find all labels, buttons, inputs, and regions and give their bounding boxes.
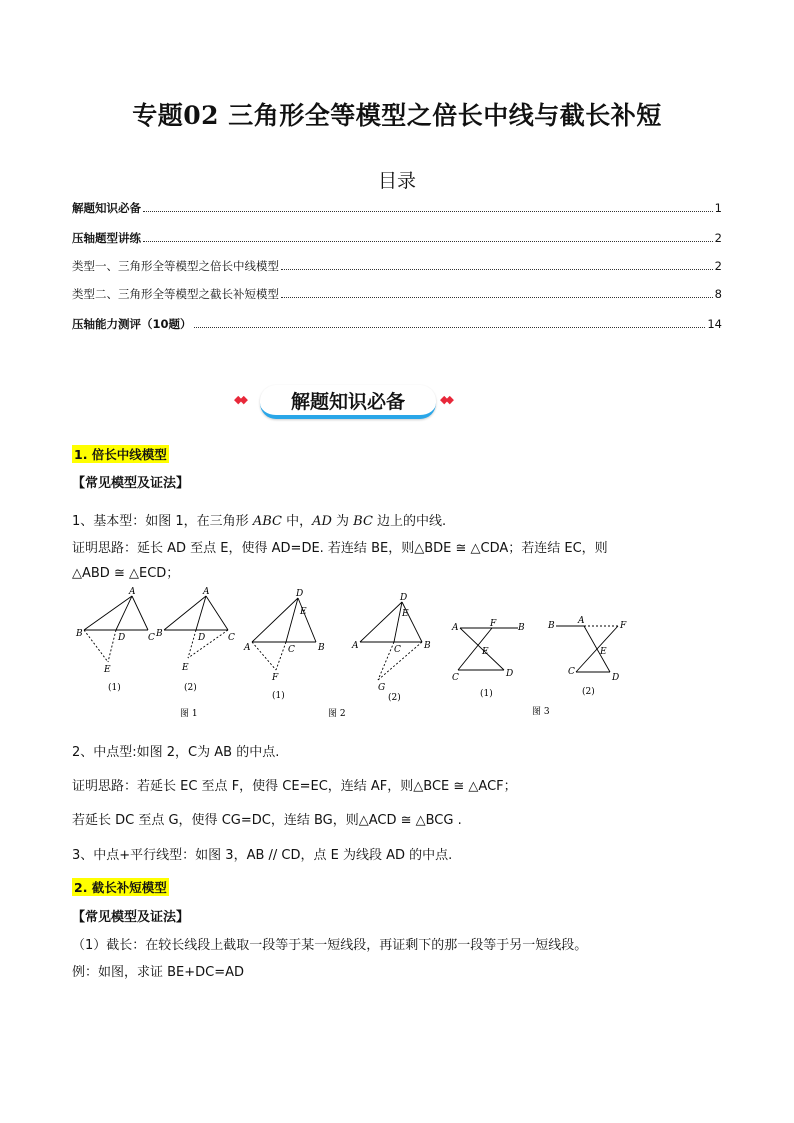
figure-2-2	[360, 602, 422, 680]
point-label: C	[394, 645, 401, 655]
point-label: C	[288, 645, 295, 655]
toc-leader	[194, 327, 706, 328]
point-label: B	[518, 623, 525, 633]
text-span: 1、基本型：如图 1，在三角形	[72, 514, 253, 529]
toc-page: 1	[714, 201, 722, 215]
toc-leader	[281, 297, 713, 298]
section-heading: 2. 截长补短模型	[74, 880, 167, 895]
point-label: E	[182, 663, 189, 673]
point-label: E	[600, 647, 607, 657]
point-label: E	[300, 607, 307, 617]
point-label: D	[506, 669, 514, 679]
sub-label: (1)	[480, 689, 493, 699]
point-label: E	[482, 647, 489, 657]
point-label: B	[156, 629, 163, 639]
toc-label: 解题知识必备	[72, 201, 141, 215]
point-label: A	[352, 641, 359, 651]
point-label: A	[244, 643, 251, 653]
method-heading: 【常见模型及证法】	[72, 910, 190, 925]
point-label: D	[118, 633, 126, 643]
paragraph-line: 例：如图，求证 BE+DC=AD	[72, 965, 245, 980]
paragraph-line: 若延长 DC 至点 G，使得 CG=DC，连结 BG，则△ACD ≅ △BCG .	[72, 813, 462, 828]
toc-label: 类型二、三角形全等模型之截长补短模型	[72, 287, 279, 301]
point-label: C	[228, 633, 235, 643]
figure-3-2	[556, 626, 618, 672]
text-span: AD	[312, 514, 332, 529]
toc-leader	[143, 211, 713, 212]
sub-label: (1)	[108, 683, 121, 693]
text-span: 中，	[281, 514, 313, 529]
sub-label: (1)	[272, 691, 285, 701]
banner-label: 解题知识必备	[290, 391, 405, 413]
point-label: E	[104, 665, 111, 675]
text-span: 为	[331, 514, 354, 529]
point-label: B	[318, 643, 325, 653]
toc-row[interactable]	[72, 200, 722, 216]
toc-page: 2	[714, 259, 722, 273]
point-label: D	[198, 633, 206, 643]
toc-row[interactable]	[72, 316, 722, 332]
paragraph-line: 证明思路：若延长 EC 至点 F，使得 CE=EC，连结 AF，则△BCE ≅ △ACF；	[72, 779, 517, 794]
paragraph-line: △ABD ≅ △ECD；	[72, 566, 180, 581]
diamond-icon: ◆◆	[234, 393, 245, 406]
figure-1-1	[84, 596, 148, 662]
toc-row[interactable]	[72, 286, 722, 302]
toc-label: 压轴能力测评（10题）	[72, 317, 192, 331]
figure-caption: 图 3	[532, 707, 550, 717]
point-label: B	[76, 629, 83, 639]
toc-row[interactable]	[72, 230, 722, 246]
point-label: E	[402, 609, 409, 619]
text-span: ABC	[252, 514, 282, 529]
point-label: A	[129, 587, 136, 597]
sub-label: (2)	[184, 683, 197, 693]
paragraph-line: 3、中点+平行线型：如图 3，AB // CD，点 E 为线段 AD 的中点.	[72, 848, 453, 863]
point-label: C	[452, 673, 459, 683]
text-span: 边上的中线.	[372, 514, 447, 529]
figure-1-2	[164, 596, 228, 658]
toc-label: 压轴题型讲练	[72, 231, 141, 245]
point-label: B	[424, 641, 431, 651]
point-label: A	[203, 587, 210, 597]
toc-leader	[143, 241, 713, 242]
paragraph-line: 2、中点型:如图 2，C为 AB 的中点.	[72, 745, 280, 760]
toc-label: 类型一、三角形全等模型之倍长中线模型	[72, 259, 279, 273]
toc-heading: 目录	[377, 170, 416, 192]
figure-strip	[72, 586, 632, 722]
paragraph-line: 证明思路：延长 AD 至点 E，使得 AD=DE. 若连结 BE，则△BDE ≅ △CDA；若连结 EC，则	[72, 541, 608, 556]
toc-page: 8	[714, 287, 722, 301]
point-label: D	[400, 593, 408, 603]
method-heading: 【常见模型及证法】	[72, 476, 190, 491]
figure-caption: 图 1	[180, 709, 198, 719]
point-label: B	[548, 621, 555, 631]
paragraph-line: （1）截长：在较长线段上截取一段等于某一短线段，再证剩下的那一段等于另一短线段。	[72, 938, 588, 953]
text-span: BC	[353, 514, 373, 529]
point-label: F	[490, 619, 497, 629]
point-label: G	[378, 683, 386, 693]
point-label: C	[568, 667, 575, 677]
section-heading: 1. 倍长中线模型	[74, 447, 167, 462]
figure-caption: 图 2	[328, 709, 346, 719]
point-label: F	[272, 673, 279, 683]
point-label: C	[148, 633, 155, 643]
point-label: D	[296, 589, 304, 599]
toc-row[interactable]	[72, 258, 722, 274]
paragraph-line	[72, 510, 446, 529]
toc-page: 2	[714, 231, 722, 245]
point-label: A	[452, 623, 459, 633]
toc-leader	[281, 269, 713, 270]
point-label: A	[578, 616, 585, 626]
diamond-icon: ◆◆	[440, 393, 451, 406]
section-banner	[232, 383, 464, 419]
document-title: 专题02 三角形全等模型之倍长中线与截长补短	[132, 101, 662, 130]
sub-label: (2)	[388, 693, 401, 703]
toc-page: 14	[707, 317, 722, 331]
point-label: D	[612, 673, 620, 683]
sub-label: (2)	[582, 687, 595, 697]
point-label: F	[620, 621, 627, 631]
